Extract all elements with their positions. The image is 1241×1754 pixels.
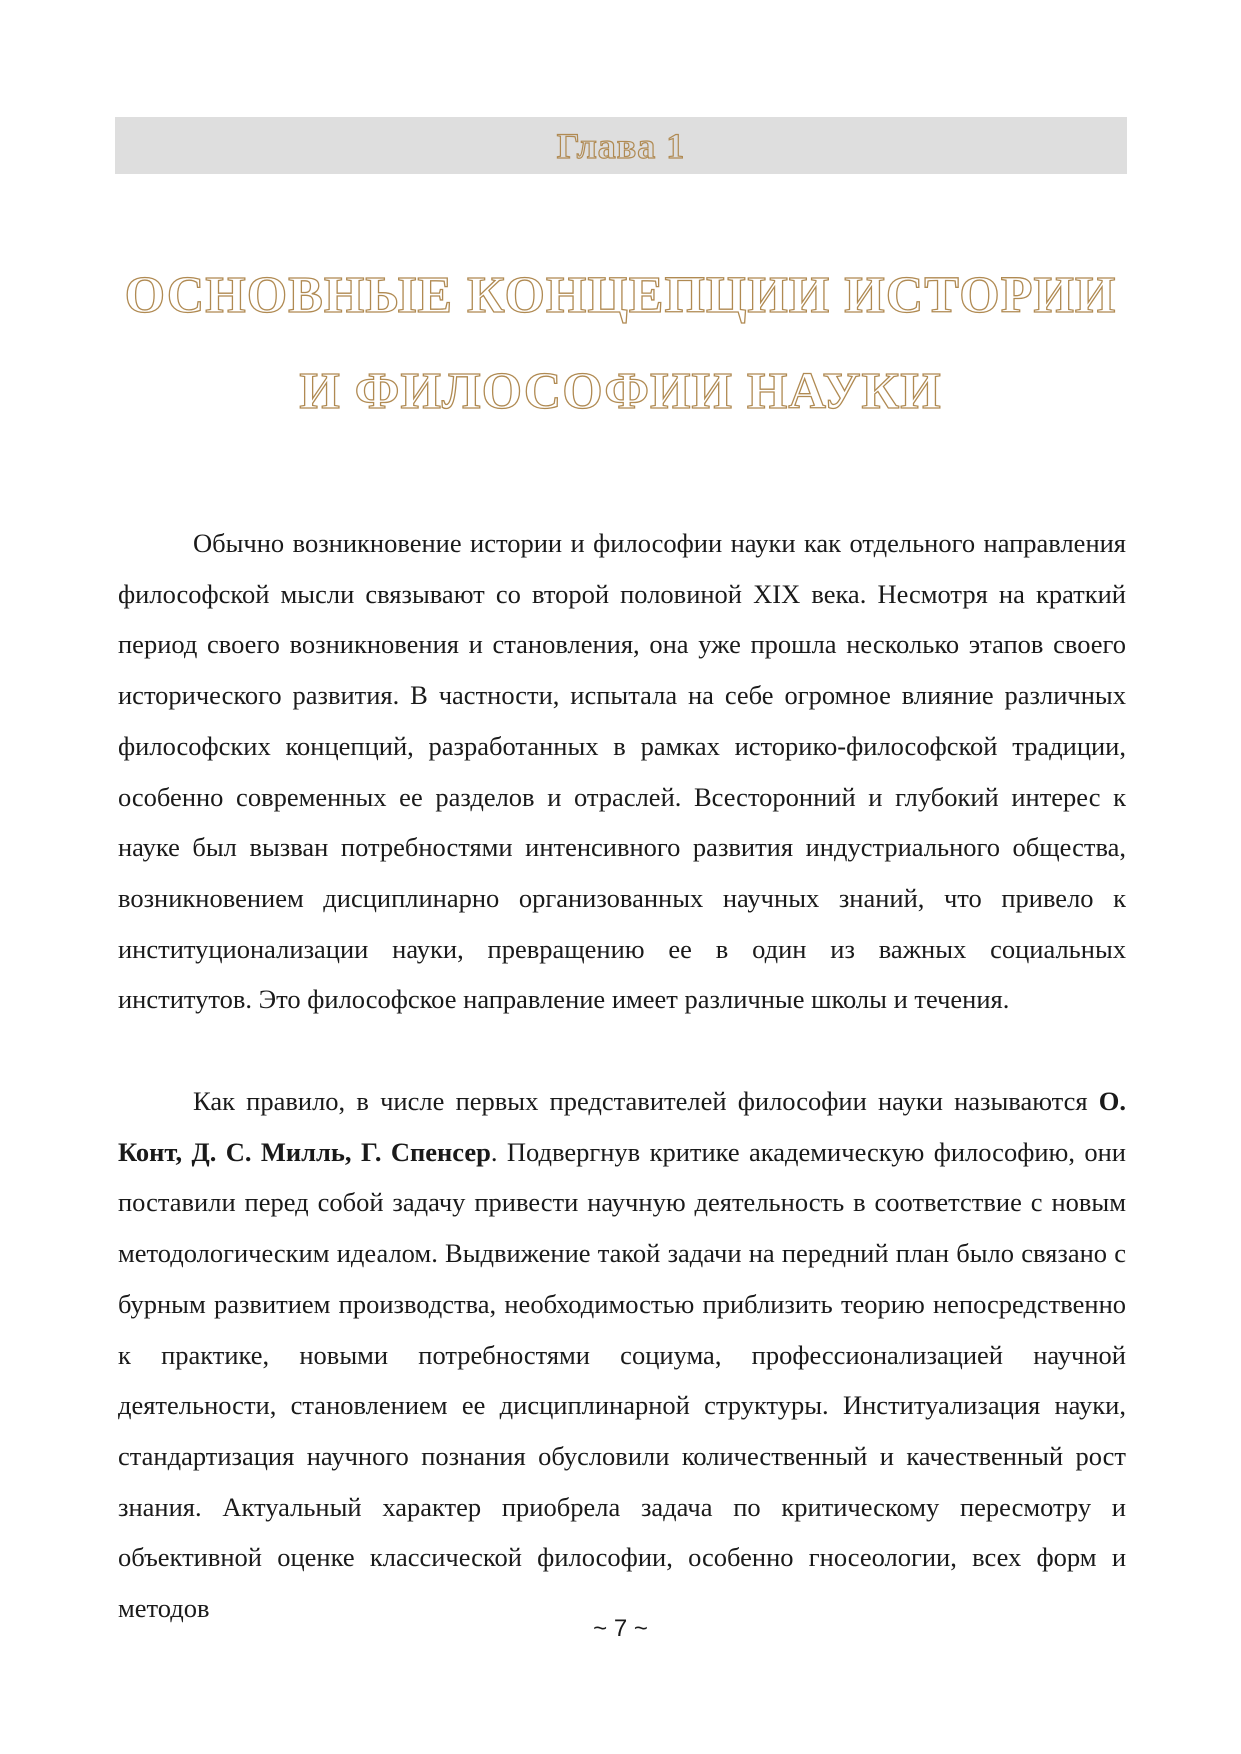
- chapter-title-line-1: ОСНОВНЫЕ КОНЦЕПЦИИ ИСТОРИИ: [124, 267, 1117, 324]
- paragraph-2-names: О. Конт, Д. С. Милль, Г. Спенсер: [118, 1086, 1126, 1167]
- chapter-label-band: [115, 117, 1127, 174]
- page-number: ~ 7 ~: [593, 1615, 648, 1642]
- paragraph-2-body: . Подвергнув критике академическую философию, они поставили перед собой задачу привести научную деятельность в соответствие с новым методологическим идеалом. Выдвижение такой задачи на передний план было связано с бурным развитием производства, необходимостью приблизить теорию непосредственно к практике, новыми потребностями социума, профессионализацией научной деятельности, становлением ее дисциплинарной структуры. Институализация науки, стандартизация научного познания обусловили количественный и качественный рост знания. Актуальный характер приобрела задача по критическому пересмотру и объективной оценке классической философии, особенно гносеологии, всех форм и методов: [118, 1136, 1126, 1624]
- chapter-title-line-2: И ФИЛОСОФИИ НАУКИ: [299, 363, 942, 420]
- chapter-label: Глава 1: [556, 125, 686, 166]
- paragraph-1: Обычно возникновение истории и философии науки как отдельного направления философской мысли связывают со второй половиной XIX века. Несмотря на краткий период своего возникновения и становления, она уже прошла несколько этапов своего исторического развития. В частности, испытала на себе огромное влияние различных философских концепций, разработанных в рамках историко-философской традиции, особенно современных ее разделов и отраслей. Всесторонний и глубокий интерес к науке был вызван потребностями интенсивного развития индустриального общества, возникновением дисциплинарно организованных научных знаний, что привело к институционализации науки, превращению ее в один из важных социальных институтов. Это философское направление имеет различные школы и течения.: [118, 528, 1126, 1015]
- paragraph-2: [118, 1076, 1126, 1634]
- chapter-title: [100, 248, 1141, 440]
- paragraph-2-lead: Как правило, в числе первых представителей философии науки называются: [193, 1086, 1099, 1116]
